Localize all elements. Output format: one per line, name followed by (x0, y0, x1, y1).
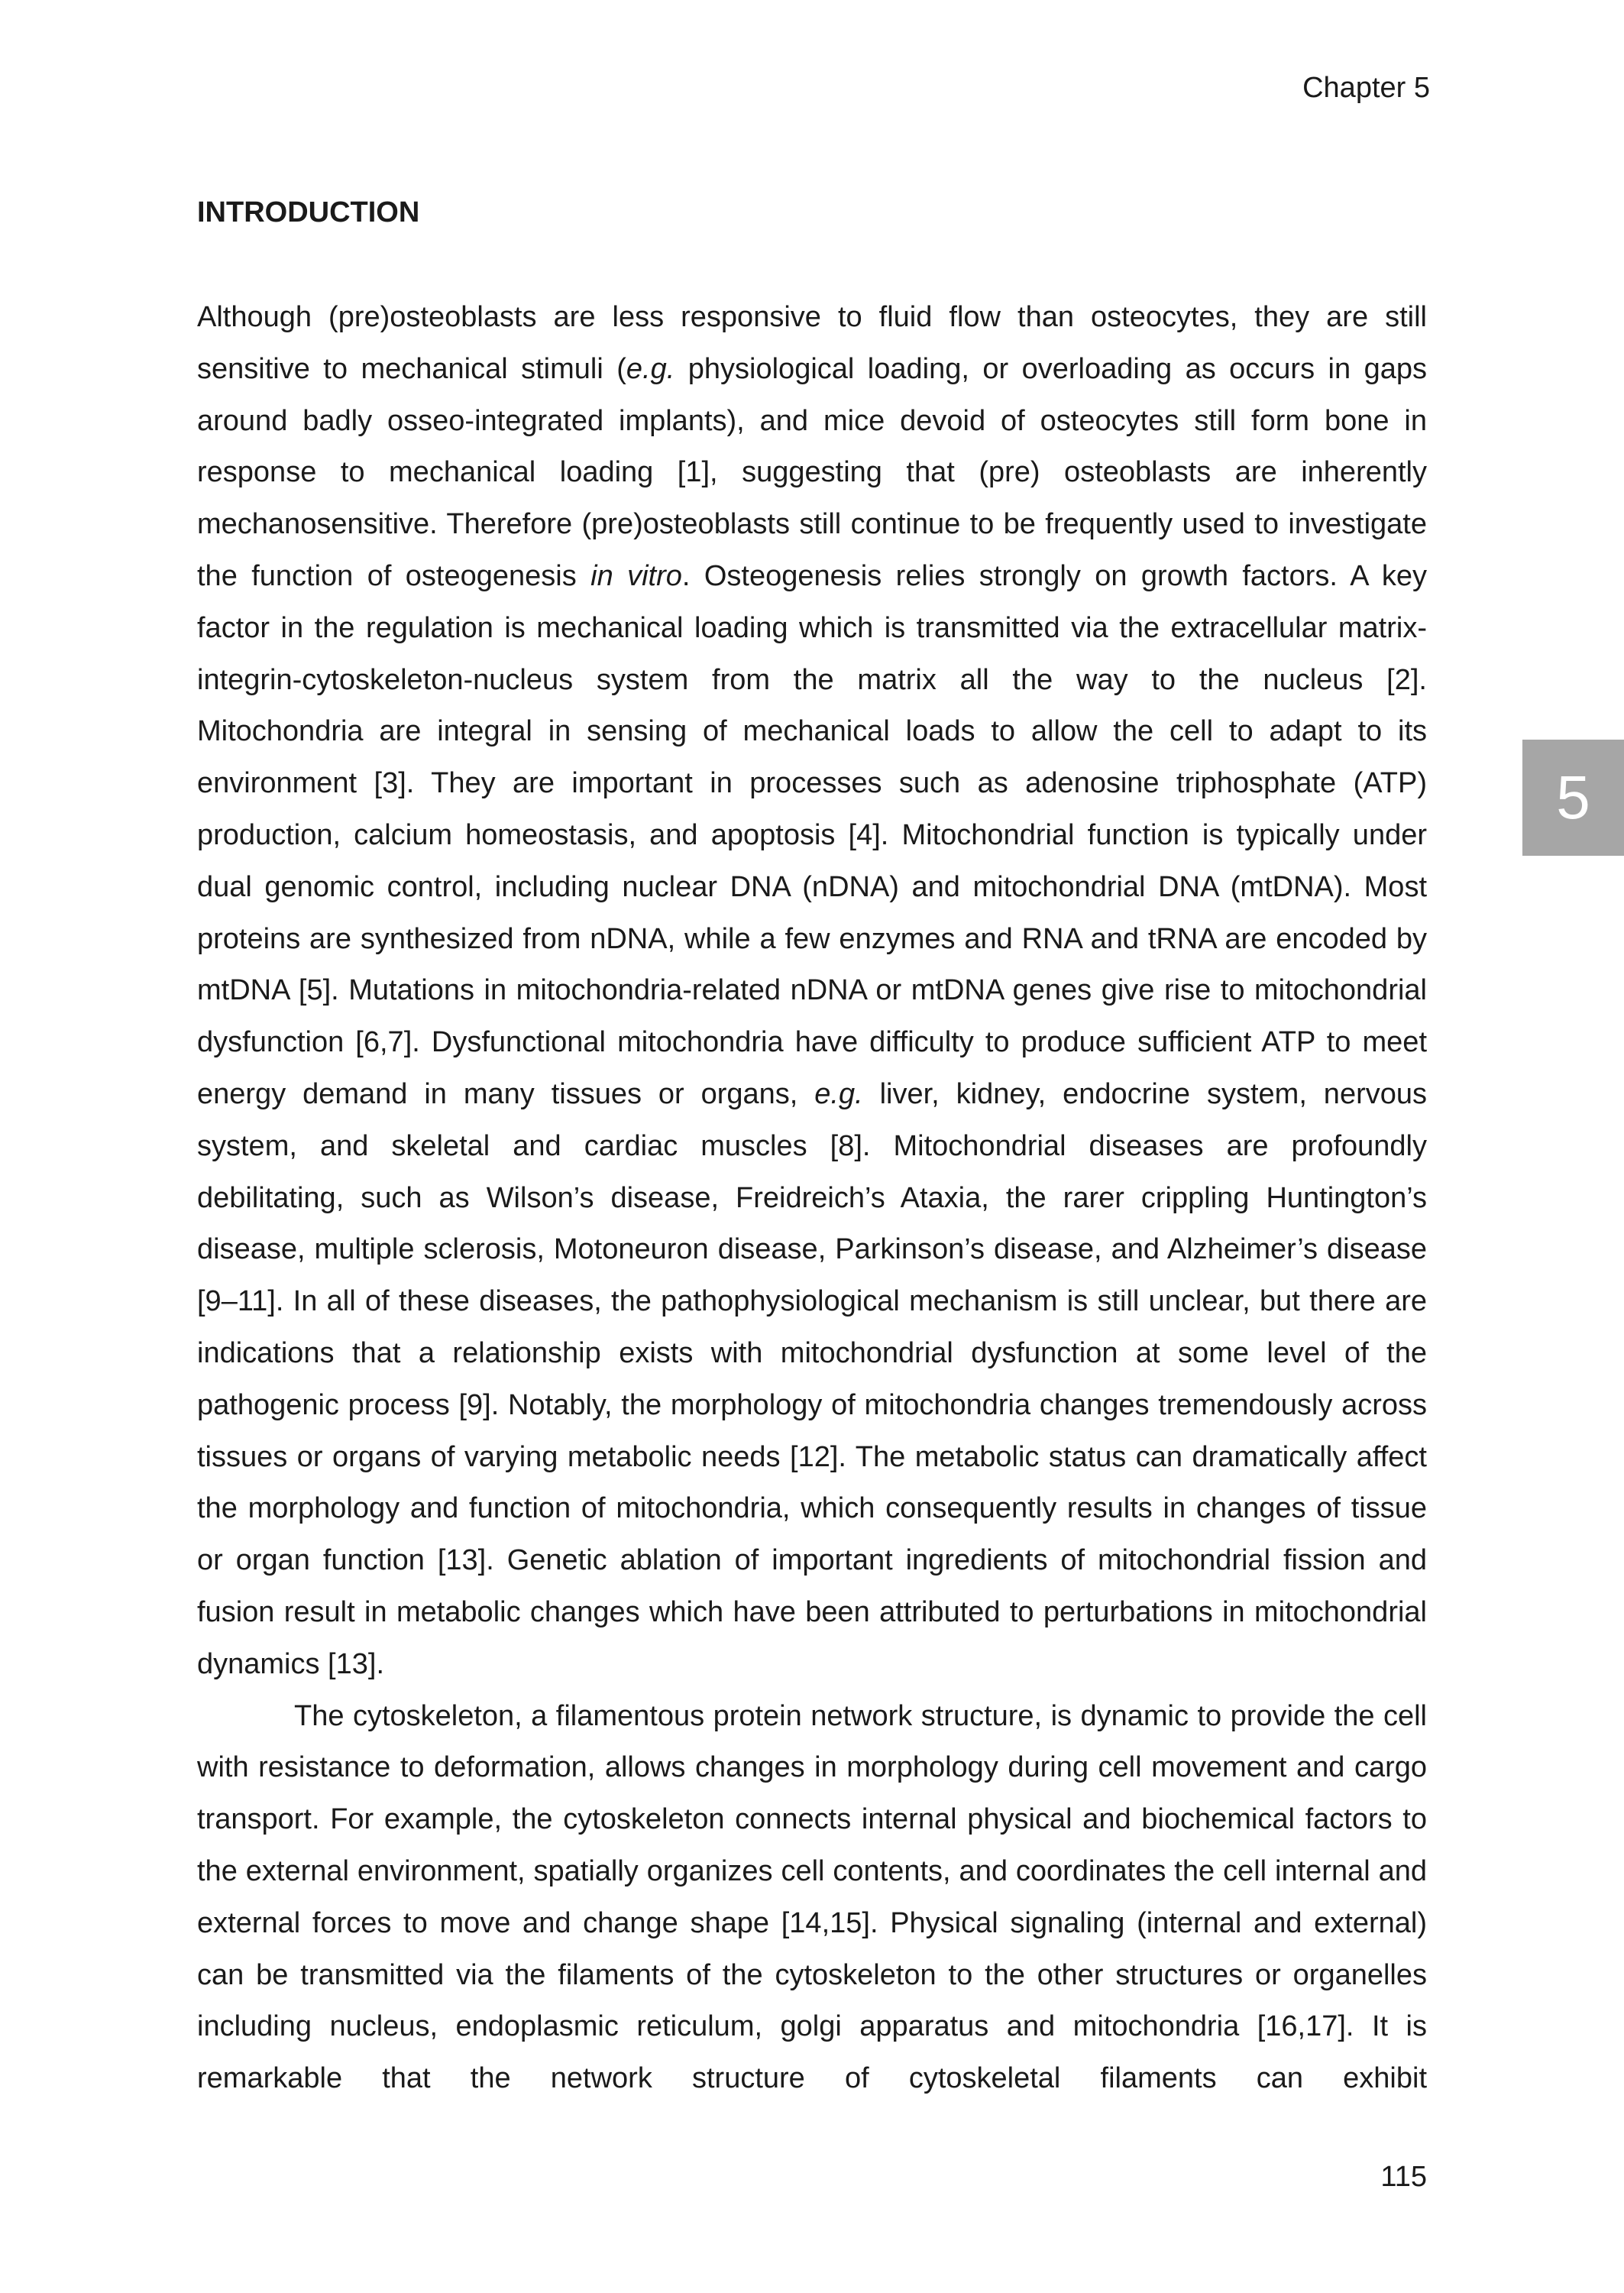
paragraph-1-text: . Osteogenesis relies strongly on growth factors. A key factor in the regulation is mechanical loading which is transmitted via the extracellular matrix-integrin-cytoskeleton-nucleus system from the matrix all the way to the nucleus [2]. Mitochondria are integral in sensing of mechanical loads to allow the cell to adapt to its environment [3]. They are important in processes such as adenosine triphosphate (ATP) production, calcium homeostasis, and apoptosis [4]. Mitochondrial function is typically under dual genomic control, including nuclear DNA (nDNA) and mitochondrial DNA (mtDNA). Most proteins are synthesized from nDNA, while a few enzymes and RNA and tRNA are encoded by mtDNA [5]. Mutations in mitochondria-related nDNA or mtDNA genes give rise to mitochondrial dysfunction [6,7]. Dysfunctional mitochondria have difficulty to produce sufficient ATP to meet energy demand in many tissues or organs, (197, 559, 1428, 1110)
paragraph-1 (197, 292, 1427, 1691)
paragraph-1-text: physiological loading, or overloading as occurs in gaps around badly osseo-integrated implants), and mice devoid of osteocytes still form bone in response to mechanical loading [1], suggesting that (pre) osteoblasts are inherently mechanosensitive. Therefore (pre)osteoblasts still continue to be frequently used to investigate the function of osteogenesis (197, 352, 1427, 592)
paragraph-1-italic-eg: e.g. (814, 1077, 863, 1110)
paragraph-1-text: Although (pre)osteoblasts are less responsive to fluid flow than osteocytes, they are still sensitive to mechanical stimuli ( (197, 301, 1427, 385)
paragraph-1-italic-in-vitro: in vitro (590, 559, 682, 592)
paragraph-1-text: liver, kidney, endocrine system, nervous system, and skeletal and cardiac muscles [8]. Mitochondrial diseases are profoundly debilitating, such as Wilson’s disease, Freidreich’s Ataxia, the rarer crippling Huntington’s disease, multiple sclerosis, Motoneuron disease, Parkinson’s disease, and Alzheimer’s disease [9–11]. In all of these diseases, the pathophysiological mechanism is still unclear, but there are indications that a relationship exists with mitochondrial dysfunction at some level of the pathogenic process [9]. Notably, the morphology of mitochondria changes tremendously across tissues or organs of varying metabolic needs [12]. The metabolic status can dramatically affect the morphology and function of mitochondria, which consequently results in changes of tissue or organ function [13]. Genetic ablation of important ingredients of mitochondrial fission and fusion result in metabolic changes which have been attributed to perturbations in mitochondrial dynamics [13]. (197, 1077, 1427, 1680)
running-header: Chapter 5 (1302, 72, 1430, 104)
paragraph-1-italic-eg: e.g. (626, 352, 675, 385)
body-text (197, 292, 1427, 2105)
page-number: 115 (1380, 2161, 1427, 2193)
chapter-tab: 5 (1522, 740, 1624, 856)
section-heading: INTRODUCTION (197, 196, 420, 228)
paragraph-2: The cytoskeleton, a filamentous protein network structure, is dynamic to provide the cell with resistance to deformation, allows changes in morphology during cell movement and cargo transport. For example, the cytoskeleton connects internal physical and biochemical factors to the external environment, spatially organizes cell contents, and coordinates the cell internal and external forces to move and change shape [14,15]. Physical signaling (internal and external) can be transmitted via the filaments of the cytoskeleton to the other structures or organelles including nucleus, endoplasmic reticulum, golgi apparatus and mitochondria [16,17]. It is remarkable that the network structure of cytoskeletal filaments can exhibit (197, 1699, 1427, 2095)
